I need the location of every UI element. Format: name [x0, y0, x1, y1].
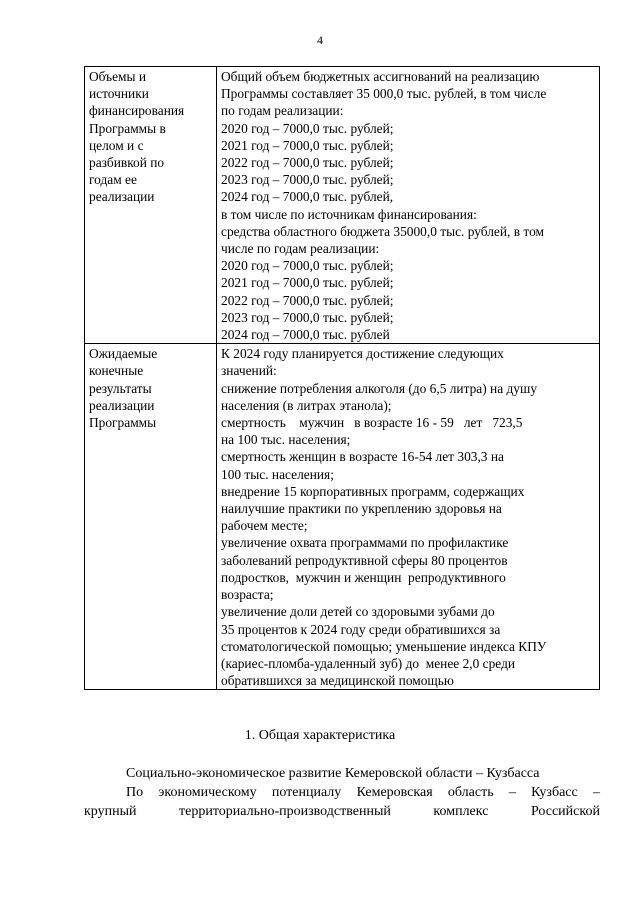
content-line: наилучшие практики по укреплению здоровья на [221, 501, 502, 517]
word: потенциалу [271, 785, 342, 800]
content-line: обратившихся за медицинской помощью [221, 673, 454, 689]
content-line: 2021 год – 7000,0 тыс. рублей; [221, 275, 394, 291]
section-heading: 1. Общая характеристика [244, 728, 396, 743]
content-line: увеличение доли детей со здоровыми зубами до [221, 604, 495, 620]
word: область [447, 785, 494, 800]
label-line: Программы в [89, 120, 166, 136]
content-line: подростков, мужчин и женщин репродуктивного [221, 569, 506, 585]
content-line: в том числе по источникам финансирования: [221, 206, 477, 222]
word: По [126, 785, 144, 800]
content-line: заболеваний репродуктивной сферы 80 процентов [221, 552, 508, 568]
content-line: значений: [221, 363, 277, 379]
paragraph-1: Социально-экономическое развитие Кемеровской области – Кузбасса [126, 766, 540, 781]
word: крупный [84, 804, 137, 819]
content-line: по годам реализации: [221, 103, 344, 119]
content-line: Общий объем бюджетных ассигнований на реализацию [221, 69, 540, 84]
word: – [593, 785, 600, 800]
label-line: разбивкой по [89, 155, 165, 171]
table-content-cell [217, 344, 600, 690]
word: комплекс [433, 804, 489, 819]
program-passport-table [84, 66, 600, 690]
content-line: рабочем месте; [221, 518, 308, 534]
content-line: стоматологической помощью; уменьшение индекса КПУ [221, 638, 547, 654]
table-label-cell [85, 67, 217, 344]
content-line: 2021 год – 7000,0 тыс. рублей; [221, 137, 394, 153]
page-number: 4 [317, 33, 323, 47]
content-line: 2023 год – 7000,0 тыс. рублей; [221, 309, 394, 325]
content-line: 2024 год – 7000,0 тыс. рублей, [221, 189, 394, 205]
paragraph-2-line-1 [84, 783, 600, 802]
content-line: 2023 год – 7000,0 тыс. рублей; [221, 172, 394, 188]
label-line: Объемы и [89, 69, 147, 84]
word: экономическому [158, 785, 257, 800]
content-line: 2020 год – 7000,0 тыс. рублей; [221, 258, 394, 274]
table-row [85, 344, 600, 690]
content-line: смертность женщин в возрасте 16-54 лет 303,3 на [221, 449, 504, 465]
label-line: конечные [89, 363, 144, 379]
word: – [508, 785, 516, 800]
label-line: источники [89, 86, 149, 102]
label-line: Программы [89, 415, 157, 431]
label-line: целом и с [89, 137, 144, 153]
content-line: возраста; [221, 587, 274, 603]
content-line: 2020 год – 7000,0 тыс. рублей; [221, 120, 394, 136]
content-line: смертность мужчин в возрасте 16 - 59 лет 723,5 [221, 415, 523, 431]
content-line: числе по годам реализации: [221, 241, 380, 257]
content-line: населения (в литрах этанола); [221, 397, 392, 413]
content-line: 100 тыс. населения; [221, 466, 334, 482]
content-line: (кариес-пломба-удаленный зуб) до менее 2,0 среди [221, 655, 516, 671]
table-row [85, 67, 600, 344]
content-line: на 100 тыс. населения; [221, 432, 351, 448]
label-line: Ожидаемые [89, 346, 158, 362]
content-line: Программы составляет 35 000,0 тыс. рублей, в том числе [221, 86, 547, 102]
table-label-cell [85, 344, 217, 690]
content-line: 2022 год – 7000,0 тыс. рублей; [221, 292, 394, 308]
label-line: финансирования [89, 103, 185, 119]
label-line: результаты [89, 380, 152, 396]
word: территориально-производственный [179, 804, 391, 819]
content-line: увеличение охвата программами по профилактике [221, 535, 509, 551]
content-line: 2024 год – 7000,0 тыс. рублей [221, 327, 390, 343]
table-content-cell [217, 67, 600, 344]
word: Кузбасс [531, 785, 578, 800]
content-line: внедрение 15 корпоративных программ, содержащих [221, 483, 525, 499]
content-line: К 2024 году планируется достижение следующих [221, 346, 504, 362]
paragraph-2 [84, 783, 600, 821]
word: Кемеровская [356, 785, 433, 800]
content-line: 35 процентов к 2024 году среди обратившихся за [221, 621, 501, 637]
content-line: 2022 год – 7000,0 тыс. рублей; [221, 155, 394, 171]
word: Российской [530, 804, 600, 819]
content-line: снижение потребления алкоголя (до 6,5 литра) на душу [221, 380, 538, 396]
label-line: реализации [89, 397, 155, 413]
label-line: годам ее [89, 172, 137, 188]
label-line: реализации [89, 189, 155, 205]
paragraph-2-line-2 [84, 802, 600, 821]
content-line: средства областного бюджета 35000,0 тыс. рублей, в том [221, 223, 545, 239]
